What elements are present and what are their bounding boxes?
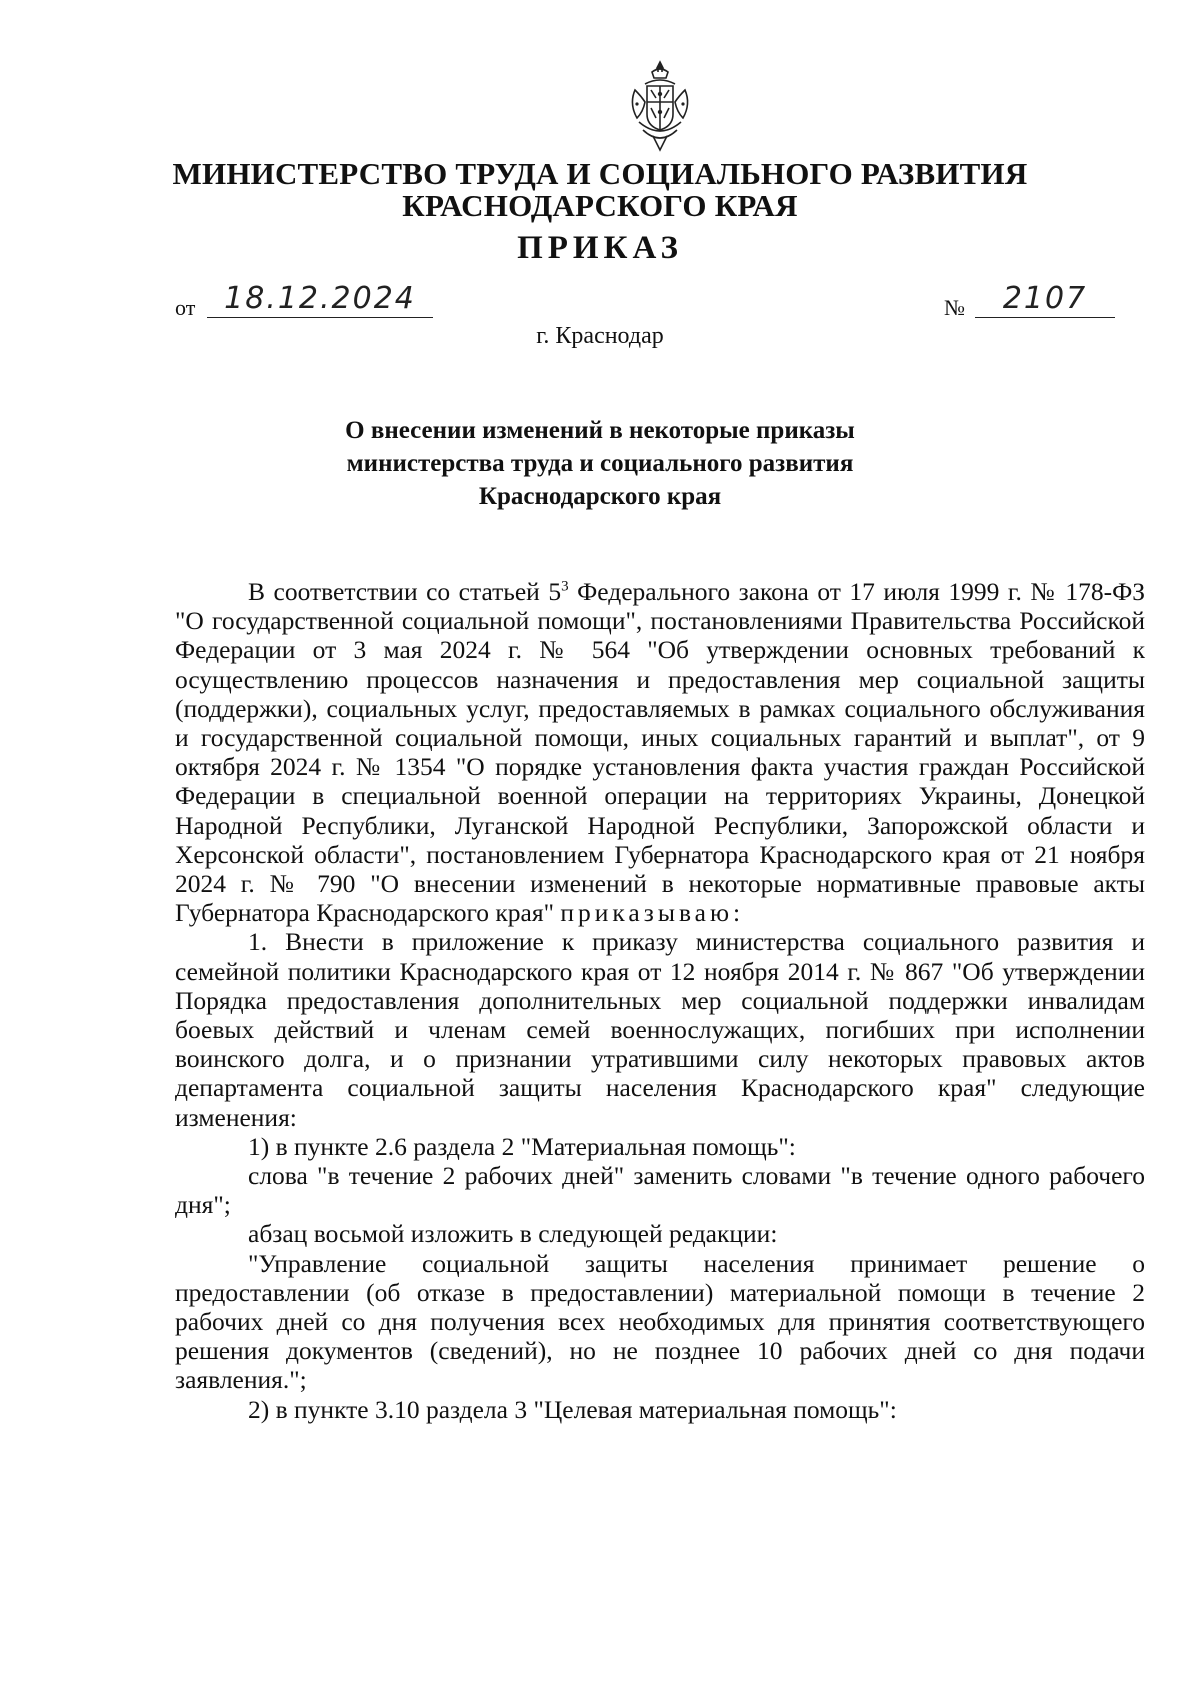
ministry-name-line1: МИНИСТЕРСТВО ТРУДА И СОЦИАЛЬНОГО РАЗВИТИЯ <box>172 156 1028 191</box>
handwritten-number: 2107 <box>975 281 1115 318</box>
title-line3: Краснодарского края <box>478 483 722 510</box>
coat-of-arms-icon <box>625 60 695 152</box>
paragraph-subitem-2: 2) в пункте 3.10 раздела 3 "Целевая материальная помощь": <box>248 1394 897 1424</box>
title-line1: О внесении изменений в некоторые приказы <box>345 417 855 444</box>
paragraph-eighth-abzac: абзац восьмой изложить в следующей редакции: <box>248 1219 778 1249</box>
paragraph-subitem-1: 1) в пункте 2.6 раздела 2 "Материальная помощь": <box>248 1131 796 1161</box>
ministry-name-line2: КРАСНОДАРСКОГО КРАЯ <box>402 188 798 223</box>
preamble-colon: : <box>733 898 741 928</box>
article-superscript: 3 <box>561 578 569 595</box>
date-prefix: от <box>175 295 196 320</box>
city-name: г. Краснодар <box>536 323 664 349</box>
document-title <box>250 414 950 513</box>
preamble-text-start: В соответствии со статьей 5 <box>248 577 562 606</box>
paragraph-item-1: 1. Внести в приложение к приказу министерства социального развития и семейной политики Краснодарского края от 12 ноября 2014 г. № 867 "Об утверждении Порядка предоставления дополнительных мер социальной поддержки инвалидам боевых действий и членам семей военнослужащих, погибших при исполнении воинского долга, и о признании утратившими силу некоторых правовых актов департамента социальной защиты населения Краснодарского края" следующие изменения: <box>175 927 1145 1132</box>
preamble-text-rest: Федерального закона от 17 июля 1999 г. № 178-ФЗ "О государственной социальной помощи", постановлениями Правительства Российской Федерации от 3 мая 2024 г. № 564 "Об утверждении основных требований к осуществлению процессов назначения и предоставления мер социальной защиты (поддержки), социальных услуг, предоставляемых в рамках социального обслуживания и государственной социальной помощи, иных социальных гарантий и выплат", от 9 октября 2024 г. № 1354 "О порядке установления факта участия граждан Российской Федерации в специальной военной операции на территориях Украины, Донецкой Народной Республики, Луганской Народной Республики, Запорожской области и Херсонской области", постановлением Губернатора Краснодарского края от 21 ноября 2024 г. № 790 "О внесении изменений в некоторые нормативные правовые акты Губернатора Краснодарского края" <box>175 577 1145 928</box>
paragraph-preamble <box>175 577 1145 927</box>
document-type: ПРИКАЗ <box>517 230 683 266</box>
number-prefix: № <box>944 295 965 320</box>
handwritten-date: 18.12.2024 <box>207 281 433 318</box>
paragraph-new-wording: "Управление социальной защиты населения принимает решение о предоставлении (об отказе в предоставлении) материальной помощи в течение 2 рабочих дней со дня получения всех необходимых для принятия соответствующего решения документов (сведений), но не позднее 10 рабочих дней со дня подачи заявления."; <box>175 1248 1145 1395</box>
paragraph-words-replace: слова "в течение 2 рабочих дней" заменить словами "в течение одного рабочего дня"; <box>175 1161 1145 1220</box>
document-body <box>175 577 1145 1424</box>
order-word: приказываю <box>560 898 734 928</box>
title-line2: министерства труда и социального развития <box>346 450 854 477</box>
